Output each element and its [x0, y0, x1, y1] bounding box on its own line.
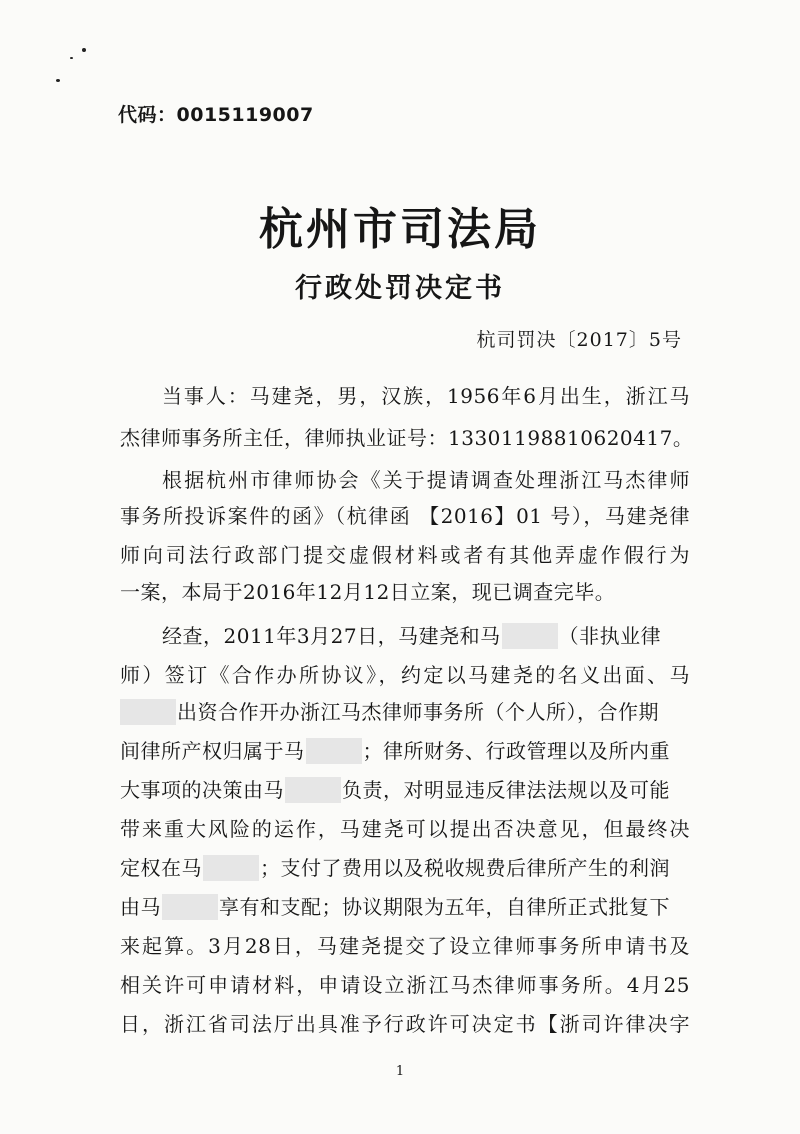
body-text: （非执业律 [558, 624, 662, 648]
scan-speck [56, 79, 60, 82]
document-code: 代码：0015119007 [118, 104, 314, 126]
body-line: 相关许可申请材料，申请设立浙江马杰律师事务所。4月25 [120, 973, 690, 997]
body-line: 师向司法行政部门提交虚假材料或者有其他弄虚作假行为 [120, 543, 690, 567]
body-line [120, 774, 670, 803]
body-text: ；支付了费用以及税收规费后律所产生的利润 [260, 856, 670, 880]
body-text: 大事项的决策由马 [120, 778, 284, 802]
redaction-box [502, 623, 558, 649]
body-text: ；律所财务、行政管理以及所内重 [362, 739, 670, 763]
body-line: 杰律师事务所主任，律师执业证号：13301198810620417。 [120, 426, 694, 450]
redaction-box [120, 699, 176, 725]
body-text: 定权在马 [120, 856, 202, 880]
body-text: 负责，对明显违反律法法规以及可能 [342, 778, 670, 802]
body-line: 日，浙江省司法厅出具准予行政许可决定书【浙司许律决字 [120, 1012, 690, 1036]
redaction-box [306, 738, 362, 764]
redaction-box [285, 777, 341, 803]
document-number: 杭司罚决〔2017〕5号 [476, 329, 682, 351]
body-line: 带来重大风险的运作，马建尧可以提出否决意见，但最终决 [120, 817, 690, 841]
body-text: 间律所产权归属于马 [120, 739, 305, 763]
body-line: 一案，本局于2016年12月12日立案，现已调查完毕。 [120, 580, 616, 604]
page-title: 杭州市司法局 [259, 204, 541, 255]
body-line: 师）签订《合作办所协议》，约定以马建尧的名义出面、马 [120, 663, 690, 687]
body-line: 事务所投诉案件的函》（杭律函 【2016】01 号），马建尧律 [120, 504, 690, 528]
scan-speck [70, 57, 73, 59]
page-number: 1 [395, 1064, 405, 1079]
body-line [162, 620, 690, 649]
body-line [120, 891, 670, 920]
body-line: 根据杭州市律师协会《关于提请调查处理浙江马杰律师 [162, 468, 690, 492]
body-line [120, 852, 670, 881]
body-line [120, 735, 670, 764]
body-line: 来起算。3月28日，马建尧提交了设立律师事务所申请书及 [120, 934, 690, 958]
document-subtitle: 行政处罚决定书 [295, 273, 505, 304]
body-text: 出资合作开办浙江马杰律师事务所（个人所），合作期 [177, 700, 659, 724]
body-text: 经查，2011年3月27日，马建尧和马 [162, 624, 501, 648]
body-line: 当事人：马建尧，男，汉族，1956年6月出生，浙江马 [162, 384, 690, 408]
scan-speck [82, 48, 86, 52]
body-line [120, 696, 659, 725]
body-text: 由马 [120, 895, 161, 919]
body-text: 享有和支配；协议期限为五年，自律所正式批复下 [219, 895, 670, 919]
redaction-box [162, 894, 218, 920]
redaction-box [203, 855, 259, 881]
